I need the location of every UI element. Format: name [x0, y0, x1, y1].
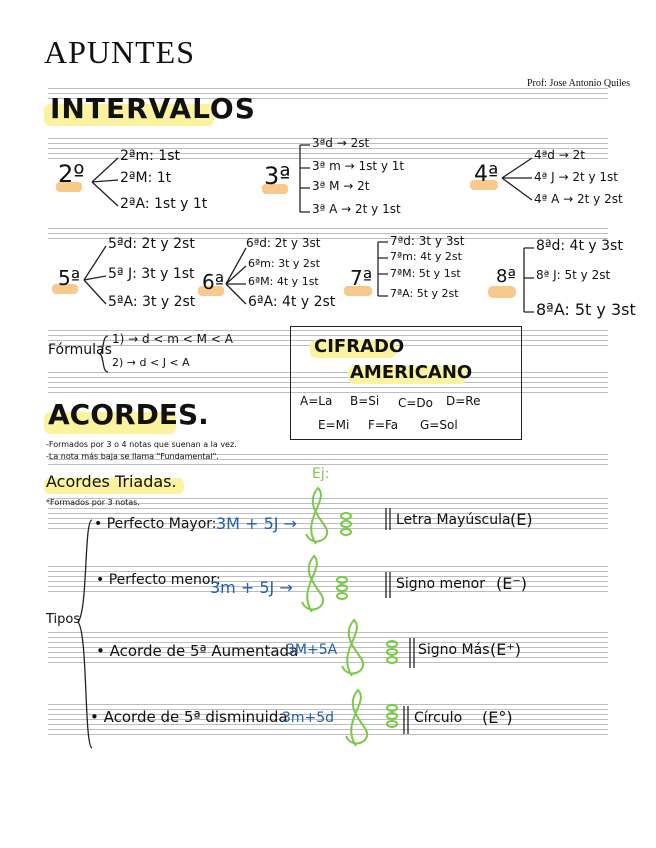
interval-6-label: 6ª — [202, 270, 225, 294]
formula-line: 1) → d < m < M < A — [112, 332, 233, 346]
interval-4-item: 4ª J → 2t y 1st — [534, 170, 618, 184]
cifrado-note: B=Si — [350, 394, 380, 408]
formulas-label: Fórmulas — [48, 342, 112, 358]
example-label: Ej: — [312, 466, 330, 482]
interval-4-label: 4ª — [474, 162, 499, 187]
chord-row-name: • Perfecto menor: — [96, 572, 221, 588]
interval-8-item: 8ª J: 5t y 2st — [536, 268, 611, 282]
interval-3-label: 3ª — [264, 162, 291, 190]
interval-5-item: 5ªd: 2t y 2st — [108, 236, 195, 252]
chord-row-formula: 3M+5A — [286, 642, 338, 658]
interval-7-item: 7ªm: 4t y 2st — [390, 250, 462, 263]
interval-5-item: 5ª J: 3t y 1st — [108, 266, 195, 282]
chord-row-symbol: (E⁻) — [496, 574, 528, 593]
interval-4-item: 4ªd → 2t — [534, 148, 585, 162]
cifrado-note: A=La — [300, 394, 333, 408]
interval-2-label: 2º — [58, 160, 85, 188]
interval-7-label: 7ª — [350, 266, 373, 290]
interval-7-item: 7ªM: 5t y 1st — [390, 267, 461, 280]
cifrado-note: F=Fa — [368, 418, 399, 432]
cifrado-note: G=Sol — [420, 418, 458, 432]
interval-3-item: 3ªd → 2st — [312, 136, 370, 150]
formula-line: 2) → d < J < A — [112, 356, 190, 369]
interval-8-item: 8ªA: 5t y 3st — [536, 300, 636, 319]
acordes-note: -Formados por 3 o 4 notas que suenan a la vez. — [46, 440, 237, 449]
interval-4-item: 4ª A → 2t y 2st — [534, 192, 623, 206]
author-label: Prof: Jose Antonio Quiles — [526, 78, 630, 89]
interval-6-item: 6ªM: 4t y 1st — [248, 275, 319, 288]
chord-row-symbol: (E°) — [482, 708, 513, 727]
interval-2-item: 2ªm: 1st — [120, 148, 180, 164]
cifrado-title: CIFRADO — [314, 336, 405, 357]
chord-row-symbol: (E⁺) — [490, 640, 522, 659]
interval-6-item: 6ªA: 4t y 2st — [248, 294, 336, 310]
interval-5-item: 5ªA: 3t y 2st — [108, 294, 196, 310]
cifrado-note: C=Do — [398, 396, 434, 410]
interval-3-item: 3ª A → 2t y 1st — [312, 202, 401, 216]
cifrado-note: E=Mi — [318, 418, 350, 432]
interval-3-item: 3ª M → 2t — [312, 179, 370, 193]
chord-row-symbol-desc: Letra Mayúscula — [396, 512, 511, 528]
interval-6-item: 6ªd: 2t y 3st — [246, 236, 321, 250]
chord-row-formula: 3M + 5J → — [216, 514, 297, 533]
interval-6-item: 6ªm: 3t y 2st — [248, 257, 320, 270]
interval-7-item: 7ªd: 3t y 3st — [390, 234, 465, 248]
tipos-label: Tipos — [46, 612, 81, 627]
chord-row-formula: 3m+5d — [282, 710, 335, 726]
chord-row-symbol-desc: Signo menor — [396, 576, 485, 592]
interval-2-item: 2ªA: 1st y 1t — [120, 196, 208, 212]
triadas-heading: Acordes Triadas. — [46, 472, 177, 491]
chord-row-name: • Perfecto Mayor: — [94, 516, 217, 532]
acordes-note: -La nota más baja se llama "Fundamental". — [46, 452, 219, 461]
interval-5-label: 5ª — [58, 266, 81, 290]
chord-row-formula: 3m + 5J → — [210, 578, 293, 597]
intervalos-heading: INTERVALOS — [50, 92, 256, 125]
interval-8-item: 8ªd: 4t y 3st — [536, 238, 623, 254]
page-title: APUNTES — [44, 34, 196, 70]
chord-row-name: • Acorde de 5ª Aumentada — [96, 642, 299, 660]
chord-row-name: • Acorde de 5ª disminuida — [90, 708, 288, 726]
chord-row-symbol: (E) — [510, 510, 533, 529]
cifrado-title: AMERICANO — [350, 362, 473, 383]
chord-row-symbol-desc: Círculo — [414, 710, 463, 726]
interval-2-item: 2ªM: 1t — [120, 170, 172, 186]
interval-7-item: 7ªA: 5t y 2st — [390, 287, 459, 300]
acordes-heading: ACORDES. — [48, 398, 209, 431]
triadas-note: *Formados por 3 notas. — [46, 498, 140, 507]
chord-row-symbol-desc: Signo Más — [418, 642, 490, 658]
interval-3-item: 3ª m → 1st y 1t — [312, 159, 405, 173]
cifrado-note: D=Re — [446, 394, 481, 408]
interval-8-label: 8ª — [496, 266, 516, 287]
